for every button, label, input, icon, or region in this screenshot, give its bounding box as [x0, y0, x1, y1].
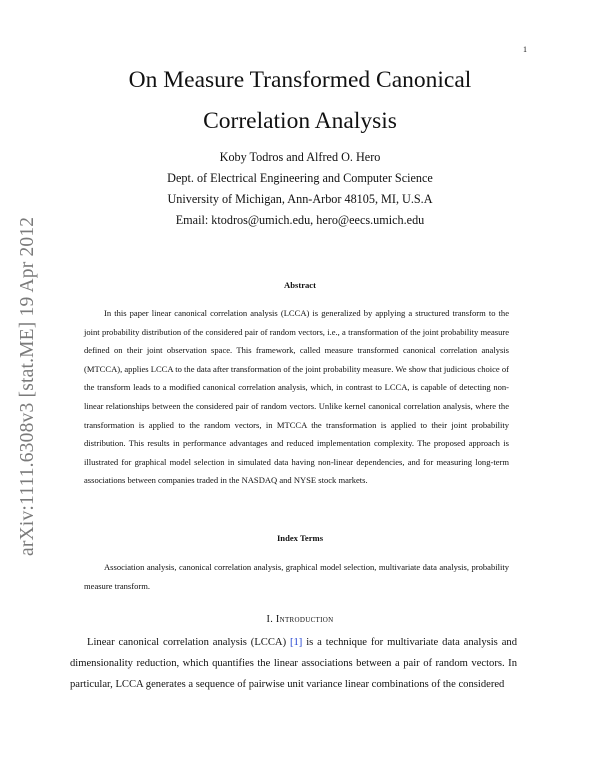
citation-link[interactable]: [1] [289, 637, 303, 648]
title-line-2: Correlation Analysis [203, 108, 397, 134]
section-numeral: I. [266, 614, 274, 625]
author-university: University of Michigan, Ann-Arbor 48105, MI, U.S.A [167, 192, 433, 206]
arxiv-stamp: arXiv:1111.6308v3 [stat.ME] 19 Apr 2012 [17, 216, 38, 556]
section-title: Introduction [275, 614, 334, 625]
title-line-1: On Measure Transformed Canonical [128, 67, 472, 93]
introduction-paragraph [70, 632, 517, 695]
index-terms-heading: Index Terms [276, 533, 324, 543]
author-email: Email: ktodros@umich.edu, hero@eecs.umich.edu [175, 213, 425, 227]
page-number: 1 [523, 45, 527, 54]
author-department: Dept. of Electrical Engineering and Computer Science [167, 171, 433, 185]
abstract-text: In this paper linear canonical correlation analysis (LCCA) is generalized by applying a structured transform to the joint probability distribution of the considered pair of random vectors, i.e., a transformation of the joint probability measure defined on their joint observation space. This framework, called measure transformed canonical correlation analysis (MTCCA), applies LCCA to the data after transformation of the joint probability measure. We show that judicious choice of the transform leads to a modified canonical correlation analysis, which, in contrast to LCCA, is capable of detecting non-linear relationships between the considered pair of random vectors. Unlike kernel canonical correlation analysis, where the transformation is applied to the random vectors, in MTCCA the transformation is applied to their joint probability distribution. This results in performance advantages and reduced implementation complexity. The proposed approach is illustrated for graphical model selection in simulated data having non-linear dependencies, and for measuring long-term associations between companies traded in the NASDAQ and NYSE stock markets. [84, 308, 509, 486]
index-terms-text: Association analysis, canonical correlation analysis, graphical model selection, multivariate data analysis, probability measure transform. [84, 562, 509, 591]
section-heading-introduction [60, 614, 540, 625]
intro-text-after: is a technique for multivariate data analysis and dimensionality reduction, which quantifies the linear associations between a pair of random vectors. In particular, LCCA generates a sequence of pairwise unit variance linear combinations of the considered [70, 637, 517, 690]
intro-text-before: Linear canonical correlation analysis (LCCA) [87, 637, 290, 648]
author-names: Koby Todros and Alfred O. Hero [219, 150, 381, 164]
abstract-heading: Abstract [284, 280, 316, 290]
paper-title [60, 60, 540, 142]
author-block [60, 147, 540, 231]
